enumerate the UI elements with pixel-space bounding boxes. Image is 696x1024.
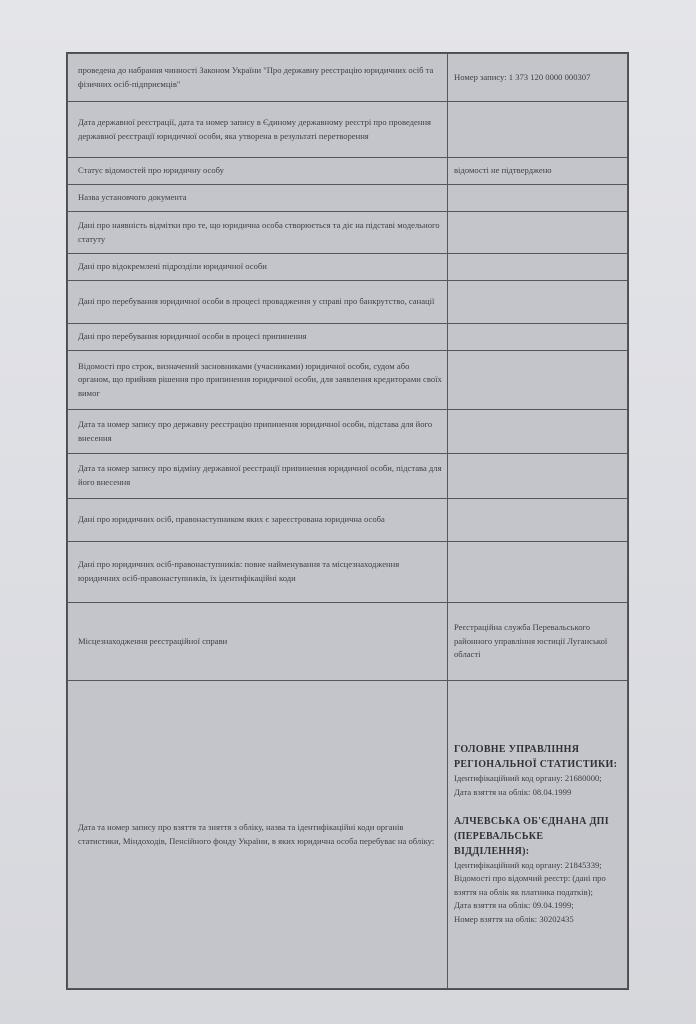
table-row	[68, 603, 628, 681]
row-label: Дата та номер запису про взяття та зняття з обліку, назва та ідентифікаційні коди органів статистики, Міндоходів, Пенсійного фонду України, в яких юридична особа перебуває на обліку:	[68, 681, 448, 989]
row-value	[448, 254, 628, 281]
table-row	[68, 158, 628, 185]
tax-body-code: Ідентифікаційний код органу: 21845339;	[454, 859, 602, 870]
row-value	[448, 454, 628, 499]
statistics-body-date: Дата взяття на облік: 08.04.1999	[454, 787, 572, 798]
table-row	[68, 351, 628, 410]
row-value	[448, 102, 628, 158]
table-row	[68, 410, 628, 454]
row-label: Статус відомостей про юридичну особу	[68, 158, 448, 185]
registration-bodies-cell	[448, 681, 628, 989]
statistics-body-code: Ідентифікаційний код органу: 21680000;	[454, 773, 602, 784]
table-row	[68, 54, 628, 102]
row-label: Дані про перебування юридичної особи в процесі припинення	[68, 324, 448, 351]
row-value	[448, 351, 628, 410]
table-row	[68, 102, 628, 158]
row-value: Номер запису: 1 373 120 0000 000307	[448, 54, 628, 102]
table-row	[68, 542, 628, 603]
tax-body-date: Дата взяття на облік: 09.04.1999;	[454, 900, 574, 911]
table-row	[68, 324, 628, 351]
tax-body-name: АЛЧЕВСЬКА ОБ'ЄДНАНА ДПІ (ПЕРЕВАЛЬСЬКЕ ВІДДІЛЕННЯ):	[454, 815, 609, 857]
table-row	[68, 185, 628, 212]
row-label: Дата державної реєстрації, дата та номер запису в Єдиному державному реєстрі про проведення державної реєстрації юридичної особи, яка утворена в результаті перетворення	[68, 102, 448, 158]
row-label: Дата та номер запису про відміну державної реєстрації припинення юридичної особи, підстава для його внесення	[68, 454, 448, 499]
row-label: Дані про наявність відмітки про те, що юридична особа створюється та діє на підставі модельного статуту	[68, 212, 448, 254]
table-row	[68, 681, 628, 989]
row-label: Дата та номер запису про державну реєстрацію припинення юридичної особи, підстава для його внесення	[68, 410, 448, 454]
row-label: Відомості про строк, визначений засновниками (учасниками) юридичної особи, судом або органом, що прийняв рішення про припинення юридичної особи, для заявлення кредиторами своїх вимог	[68, 351, 448, 410]
table-row	[68, 454, 628, 499]
spacer	[454, 800, 621, 814]
row-label: Дані про перебування юридичної особи в процесі провадження у справі про банкрутство, санації	[68, 281, 448, 324]
row-label: проведена до набрання чинності Законом України "Про державну реєстрацію юридичних осіб та фізичних осіб-підприємців"	[68, 54, 448, 102]
row-value	[448, 410, 628, 454]
registry-table	[67, 53, 628, 989]
table-row	[68, 212, 628, 254]
row-value	[448, 324, 628, 351]
row-label: Дані про відокремлені підрозділи юридичної особи	[68, 254, 448, 281]
statistics-body-name: ГОЛОВНЕ УПРАВЛІННЯ РЕГІОНАЛЬНОЇ СТАТИСТИКИ:	[454, 744, 618, 771]
row-value	[448, 542, 628, 603]
tax-body-number: Номер взяття на облік: 30202435	[454, 913, 574, 924]
row-label: Назва установчого документа	[68, 185, 448, 212]
row-label: Місцезнаходження реєстраційної справи	[68, 603, 448, 681]
row-label: Дані про юридичних осіб-правонаступників: повне найменування та місцезнаходження юридичних осіб-правонаступників, їх ідентифікаційні коди	[68, 542, 448, 603]
row-value: відомості не підтверджено	[448, 158, 628, 185]
table-row	[68, 499, 628, 542]
row-value	[448, 281, 628, 324]
row-label: Дані про юридичних осіб, правонаступником яких є зареєстрована юридична особа	[68, 499, 448, 542]
row-value	[448, 499, 628, 542]
row-value	[448, 185, 628, 212]
table-row	[68, 254, 628, 281]
row-value	[448, 212, 628, 254]
registry-extract-sheet	[66, 52, 629, 990]
tax-body-register: Відомості про відомчий реєстр: (дані про взяття на облік як платника податків);	[454, 873, 606, 897]
table-row	[68, 281, 628, 324]
row-value: Реєстраційна служба Перевальського районного управління юстиції Луганської області	[448, 603, 628, 681]
